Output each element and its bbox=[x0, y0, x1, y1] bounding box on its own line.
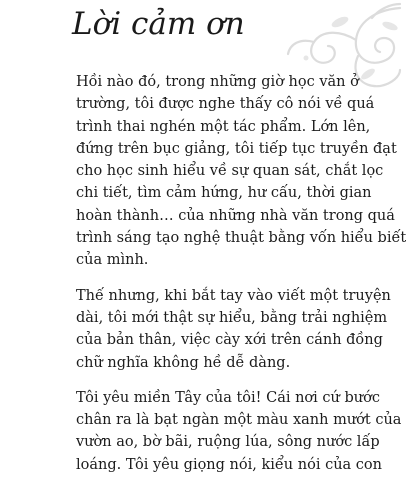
body-text bbox=[62, 71, 406, 489]
text-line: chữ nghĩa không hề dễ dàng. bbox=[76, 354, 291, 371]
text-line: chi tiết, tìm cảm hứng, hư cấu, thời gian bbox=[76, 185, 372, 202]
text-line: vườn ao, bờ bãi, ruộng lúa, sông nước lấp bbox=[76, 434, 380, 451]
text-line: của mình. bbox=[76, 252, 149, 269]
text-line: trình thai nghén một tác phẩm. Lớn lên, bbox=[76, 118, 371, 135]
paragraph-2 bbox=[62, 285, 391, 374]
paragraph-1 bbox=[62, 71, 406, 272]
text-line: dài, tôi mới thật sự hiểu, bằng trải nghiệm bbox=[76, 309, 388, 326]
text-line: Hồi nào đó, trong những giờ học văn ở bbox=[76, 74, 359, 90]
page-title: Lời cảm ơn bbox=[72, 6, 245, 42]
text-line: loáng. Tôi yêu giọng nói, kiểu nói của con bbox=[76, 456, 382, 473]
text-line: Thế nhưng, khi bắt tay vào viết một truyện bbox=[76, 287, 391, 304]
text-line: của bản thân, việc cày xới trên cánh đồng bbox=[76, 332, 383, 349]
text-line: trình sáng tạo nghệ thuật bằng vốn hiểu biết bbox=[76, 230, 406, 247]
text-line: hoàn thành… của những nhà văn trong quá bbox=[76, 207, 395, 224]
text-line: trường, tôi được nghe thấy cô nói về quá bbox=[76, 96, 375, 113]
text-line: đứng trên bục giảng, tôi tiếp tục truyền đạt bbox=[76, 140, 397, 157]
paragraph-3 bbox=[62, 387, 402, 476]
text-line: chân ra là bạt ngàn một màu xanh mướt của bbox=[76, 412, 402, 429]
text-line: Tôi yêu miền Tây của tôi! Cái nơi cứ bước bbox=[76, 389, 380, 406]
text-line: cho học sinh hiểu về sự quan sát, chắt lọc bbox=[76, 163, 384, 180]
